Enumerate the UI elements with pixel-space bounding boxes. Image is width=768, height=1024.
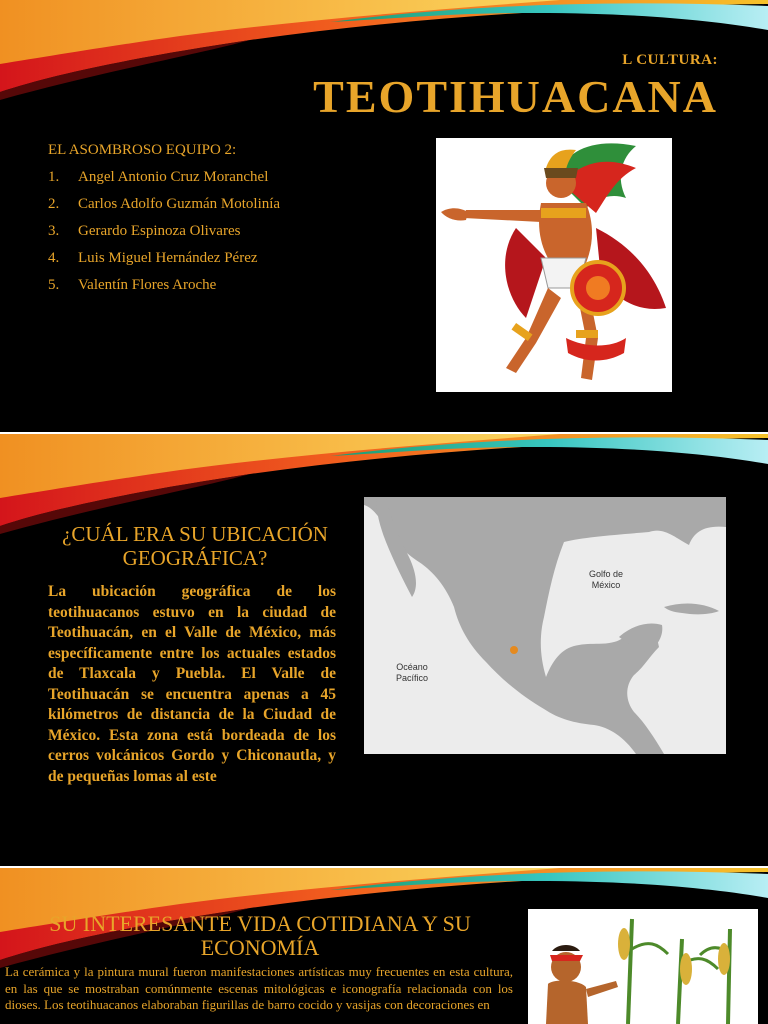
team-list — [48, 166, 280, 301]
list-number: 3. — [48, 223, 60, 239]
section-title: ¿CUÁL ERA SU UBICACIÓN GEOGRÁFICA? — [62, 522, 328, 570]
list-number: 4. — [48, 250, 60, 266]
section-title: SU INTERESANTE VIDA COTIDIANA Y SU ECONOMÍA — [49, 911, 471, 960]
section-body: La cerámica y la pintura mural fueron manifestaciones artísticas muy frecuentes en esta cultura, en las que se mostraban comúnmente escenas mitológicas e iconografía relacionada con los dioses. Los teotihuacanos elaboraban figurillas de barro cocido y vasijas con decoraciones en — [5, 964, 513, 1012]
map-label-ocean: Pacífico — [395, 673, 429, 683]
member-name: Gerardo Espinoza Olivares — [78, 223, 241, 239]
slide-location — [0, 434, 768, 866]
list-number: 5. — [48, 277, 60, 293]
member-name: Valentín Flores Aroche — [78, 277, 217, 293]
slide-daily-life — [0, 868, 768, 1024]
section-body: La ubicación geográfica de los teotihuacanos estuvo en la ciudad de Teotihuacán, en el Valle de México, más específicamente entre los actuales estados de Tlaxcala y Puebla. El Valle de Teotihuacán se encuentra apenas a 45 kilómetros de distancia de la Ciudad de México. Esta zona está bordeada de los cerros volcánicos Gordo y Chiconautla, y de pequeñas lomas al este — [48, 583, 336, 785]
slide-title — [0, 0, 768, 432]
map-label-ocean: Océano — [396, 662, 428, 672]
member-name: Angel Antonio Cruz Moranchel — [78, 169, 269, 185]
list-item — [48, 193, 280, 220]
team-heading: EL ASOMBROSO EQUIPO 2: — [48, 142, 237, 158]
list-item — [48, 247, 280, 274]
list-number: 2. — [48, 196, 60, 212]
member-name: Luis Miguel Hernández Pérez — [78, 250, 258, 266]
list-number: 1. — [48, 169, 60, 185]
warrior-illustration — [436, 138, 672, 392]
list-item — [48, 220, 280, 247]
list-item — [48, 274, 280, 301]
member-name: Carlos Adolfo Guzmán Motolinía — [78, 196, 281, 212]
cover-subtitle: L CULTURA: — [622, 52, 718, 68]
farmer-corn-illustration — [528, 909, 758, 1024]
mexico-map — [364, 497, 726, 754]
map-label-gulf: Golfo de — [588, 569, 624, 579]
list-item — [48, 166, 280, 193]
cover-title: TEOTIHUACANA — [313, 71, 718, 122]
map-label-gulf: México — [591, 580, 621, 590]
